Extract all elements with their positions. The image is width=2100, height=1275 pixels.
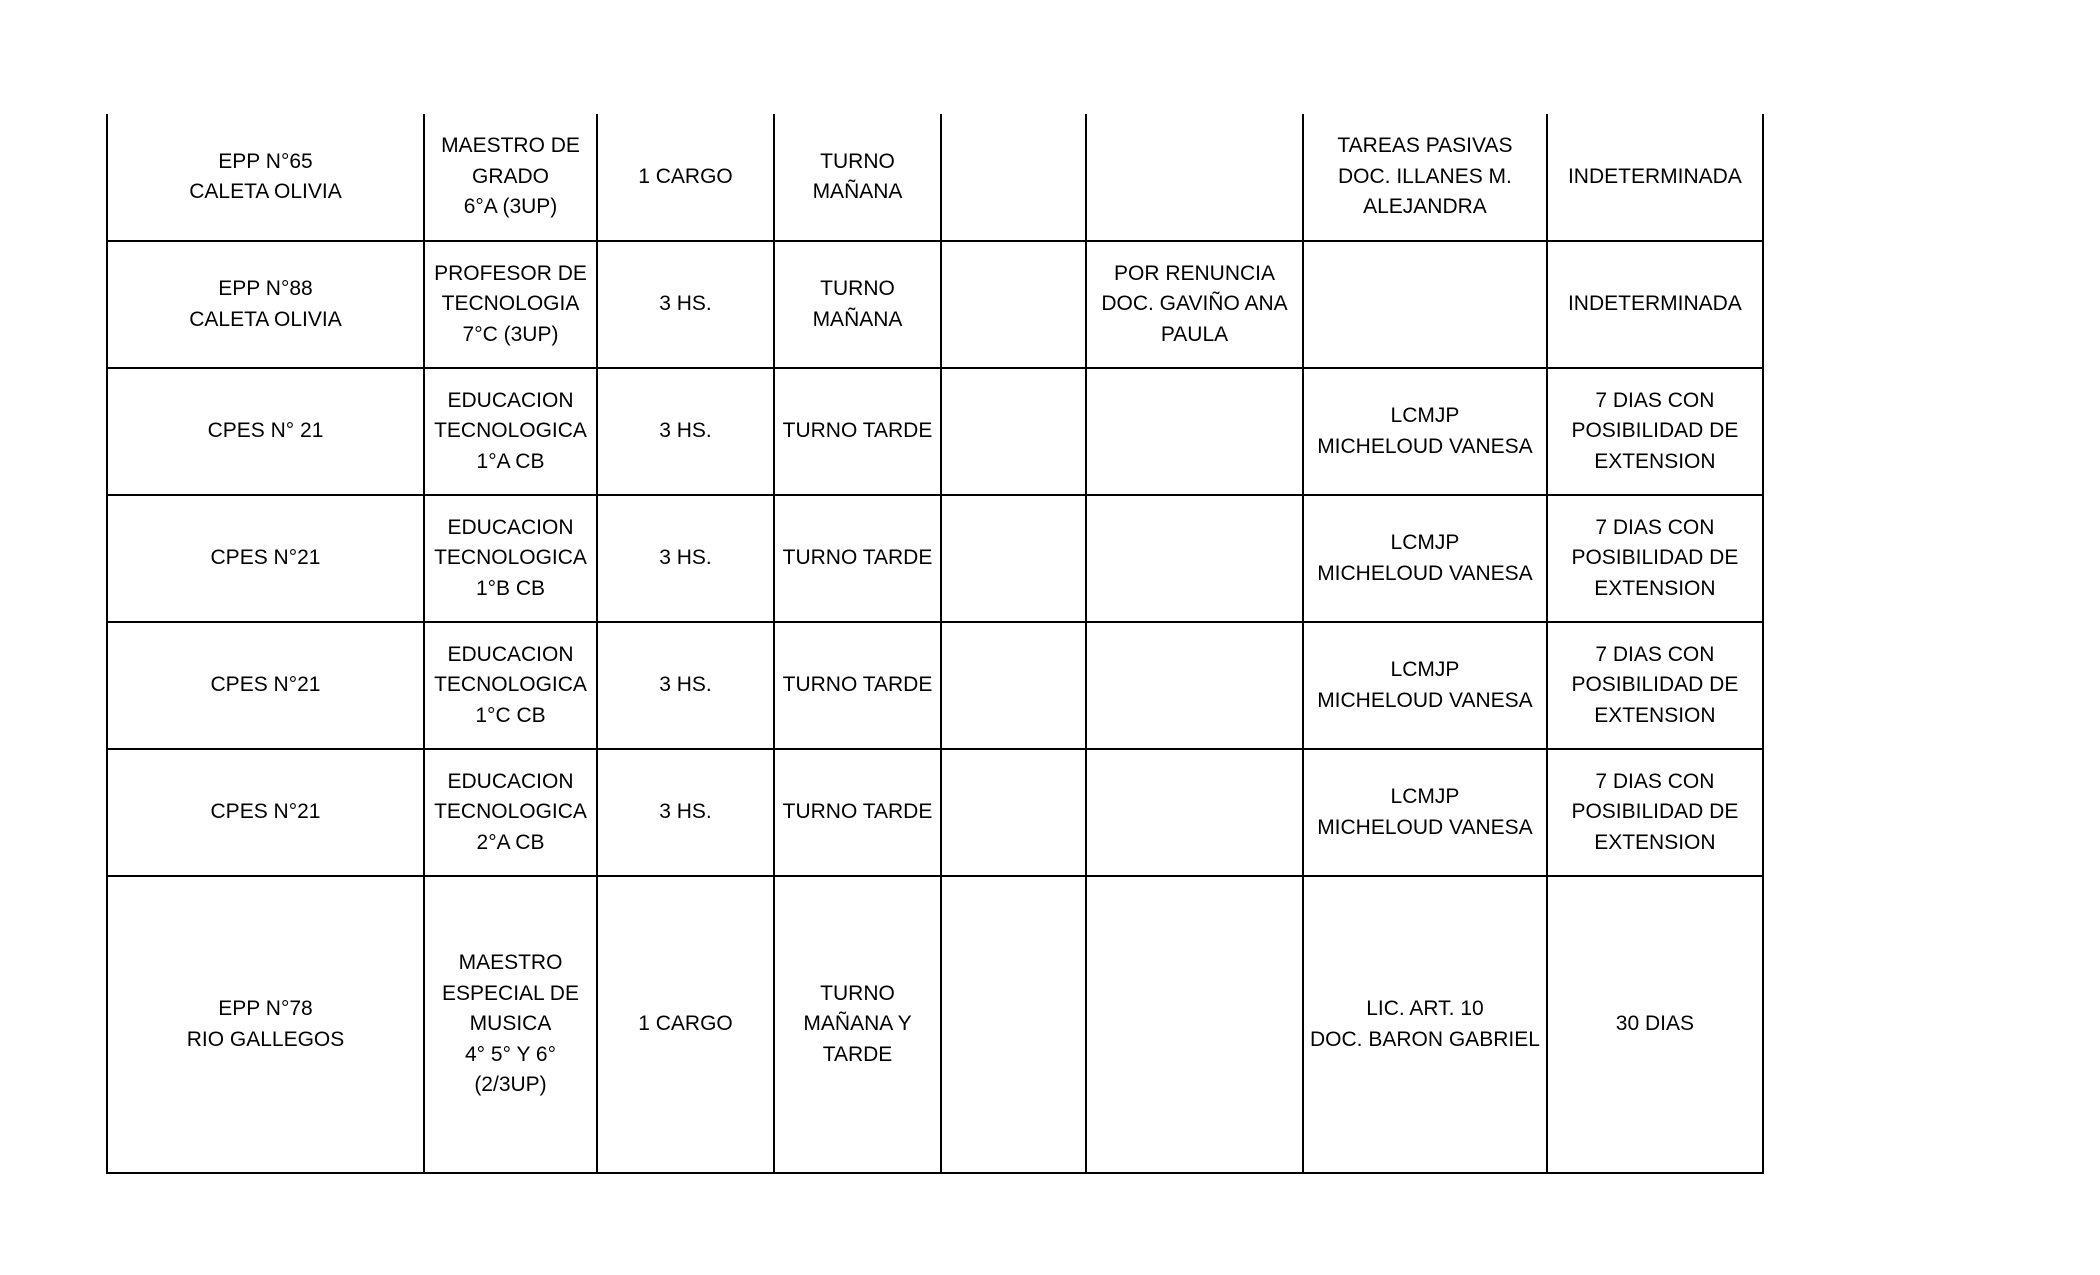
cell-text-line: 7 DIAS CON [1595,769,1715,793]
cell-text-line: INDETERMINADA [1567,292,1742,316]
cell-text-line: PROFESOR DE [434,261,587,285]
resignation-cell [1086,495,1303,622]
cell-text-line: EDUCACION [447,642,574,666]
document-sheet [106,114,1764,1174]
cell-text-line: LCMJP [1390,531,1460,554]
resignation-cell [1086,622,1303,749]
cell-text-line: ESPECIAL DE [442,981,579,1005]
resignation-cell [1086,241,1303,368]
cell-text-line: TECNOLOGICA [434,419,587,443]
cell-text-line: POSIBILIDAD DE [1571,419,1739,443]
empty-cell [941,876,1086,1173]
cell-text-line: 7 DIAS CON [1595,388,1715,412]
cell-text-line: PAULA [1160,322,1229,346]
reason-cell [1303,876,1547,1173]
cell-text-line: 3 HS. [659,673,712,697]
cell-text-line: TECNOLOGICA [434,673,587,697]
duration-cell [1547,876,1763,1173]
cell-text-line: DOC. ILLANES M. [1338,164,1512,188]
cell-text-line: GRADO [471,164,549,188]
reason-cell [1303,622,1547,749]
shift-cell [774,241,941,368]
reason-cell [1303,749,1547,876]
shift-cell [774,368,941,495]
cell-text-line: 1 CARGO [638,164,733,188]
table-row [107,495,1763,622]
cell-text-line: 7°C (3UP) [462,322,559,346]
reason-cell [1303,495,1547,622]
cell-text-line: TECNOLOGICA [434,800,587,824]
cell-text-line: INDETERMINADA [1567,164,1742,188]
cell-text-line: CPES N° 21 [207,419,324,443]
cell-text-line: 7 DIAS CON [1595,515,1715,539]
position-cell [424,241,597,368]
cell-text-line: TURNO [820,277,895,300]
resignation-cell [1086,749,1303,876]
cell-text-line: EXTENSION [1594,449,1716,473]
cell-text-line: TECNOLOGIA [441,292,580,316]
cell-text-line: CPES N°21 [210,546,321,570]
cell-text-line: 30 DIAS [1615,1012,1694,1036]
table-row [107,876,1763,1173]
shift-cell [774,495,941,622]
load-cell [597,114,774,241]
cell-text-line: 2°A CB [476,830,545,854]
cell-text-line: MICHELOUD VANESA [1317,434,1533,458]
cell-text-line: CPES N°21 [210,673,321,697]
cell-text-line: LCMJP [1390,404,1460,427]
table-body [107,114,1763,1173]
reason-cell [1303,114,1547,241]
duration-cell [1547,114,1763,241]
shift-cell [774,622,941,749]
cell-text-line: ALEJANDRA [1363,195,1487,219]
cell-text-line: EDUCACION [447,515,574,539]
load-cell [597,241,774,368]
shift-cell [774,749,941,876]
cell-text-line: EDUCACION [447,769,574,793]
table-row [107,241,1763,368]
school-cell [107,749,424,876]
empty-cell [941,495,1086,622]
reason-cell [1303,368,1547,495]
cell-text-line: MUSICA [469,1012,552,1036]
cell-text-line: 1°C CB [475,703,546,727]
cell-text-line: LCMJP [1390,785,1460,808]
reason-cell [1303,241,1547,368]
school-cell [107,876,424,1173]
table-row [107,368,1763,495]
cell-text-line: TARDE [822,1042,893,1066]
cell-text-line: MAÑANA [812,307,903,331]
resignation-cell [1086,876,1303,1173]
cell-text-line: 3 HS. [659,800,712,824]
school-cell [107,368,424,495]
vacancy-table [106,114,1764,1174]
position-cell [424,114,597,241]
cell-text-line: POR RENUNCIA [1113,261,1276,285]
cell-text-line: MICHELOUD VANESA [1317,561,1533,585]
cell-text-line: 7 DIAS CON [1595,642,1715,666]
resignation-cell [1086,368,1303,495]
cell-text-line: DOC. GAVIÑO ANA [1101,292,1288,316]
load-cell [597,622,774,749]
shift-cell [774,114,941,241]
cell-text-line: 6°A (3UP) [463,195,558,219]
duration-cell [1547,495,1763,622]
cell-text-line: 3 HS. [659,546,712,570]
cell-text-line: LIC. ART. 10 [1366,997,1484,1020]
cell-text-line: EPP N°78 [218,997,313,1020]
duration-cell [1547,622,1763,749]
load-cell [597,368,774,495]
cell-text-line: DOC. BARON GABRIEL [1310,1027,1540,1051]
cell-text-line: EPP N°65 [218,149,313,173]
empty-cell [941,749,1086,876]
duration-cell [1547,368,1763,495]
table-row [107,622,1763,749]
empty-cell [941,622,1086,749]
cell-text-line: TURNO [820,149,895,173]
cell-text-line: CALETA OLIVIA [189,180,342,203]
cell-text-line: (2/3UP) [474,1073,547,1097]
cell-text-line: TURNO TARDE [782,800,933,824]
position-cell [424,368,597,495]
resignation-cell [1086,114,1303,241]
empty-cell [941,241,1086,368]
cell-text-line: MAÑANA Y [803,1012,912,1036]
cell-text-line: CPES N°21 [210,800,321,824]
cell-text-line: EPP N°88 [218,277,313,300]
position-cell [424,622,597,749]
position-cell [424,495,597,622]
table-row [107,749,1763,876]
cell-text-line: 1°B CB [475,576,546,600]
cell-text-line: MAESTRO DE [441,134,580,158]
cell-text-line: TURNO TARDE [782,546,933,570]
cell-text-line: EXTENSION [1594,576,1716,600]
cell-text-line: 3 HS. [659,292,712,316]
cell-text-line: MICHELOUD VANESA [1317,688,1533,712]
cell-text-line: 3 HS. [659,419,712,443]
cell-text-line: 1 CARGO [638,1012,733,1036]
cell-text-line: TURNO [820,981,895,1005]
cell-text-line: EXTENSION [1594,830,1716,854]
empty-cell [941,114,1086,241]
load-cell [597,749,774,876]
duration-cell [1547,241,1763,368]
load-cell [597,495,774,622]
cell-text-line: MAESTRO [458,951,563,975]
cell-text-line: TURNO TARDE [782,673,933,697]
cell-text-line: TAREAS PASIVAS [1337,134,1513,158]
cell-text-line: TECNOLOGICA [434,546,587,570]
cell-text-line: EXTENSION [1594,703,1716,727]
cell-text-line: CALETA OLIVIA [189,307,342,331]
table-row [107,114,1763,241]
cell-text-line: POSIBILIDAD DE [1571,546,1739,570]
empty-cell [941,368,1086,495]
school-cell [107,114,424,241]
shift-cell [774,876,941,1173]
cell-text-line: 1°A CB [476,449,545,473]
school-cell [107,622,424,749]
cell-text-line: MAÑANA [812,180,903,203]
cell-text-line: 4° 5° Y 6° [465,1042,556,1066]
cell-text-line: RIO GALLEGOS [186,1027,345,1051]
duration-cell [1547,749,1763,876]
position-cell [424,749,597,876]
cell-text-line: TURNO TARDE [782,419,933,443]
cell-text-line: MICHELOUD VANESA [1317,815,1533,839]
cell-text-line: LCMJP [1390,658,1460,681]
load-cell [597,876,774,1173]
position-cell [424,876,597,1173]
cell-text-line: POSIBILIDAD DE [1571,673,1739,697]
cell-text-line: EDUCACION [447,388,574,412]
cell-text-line: POSIBILIDAD DE [1571,800,1739,824]
school-cell [107,241,424,368]
school-cell [107,495,424,622]
